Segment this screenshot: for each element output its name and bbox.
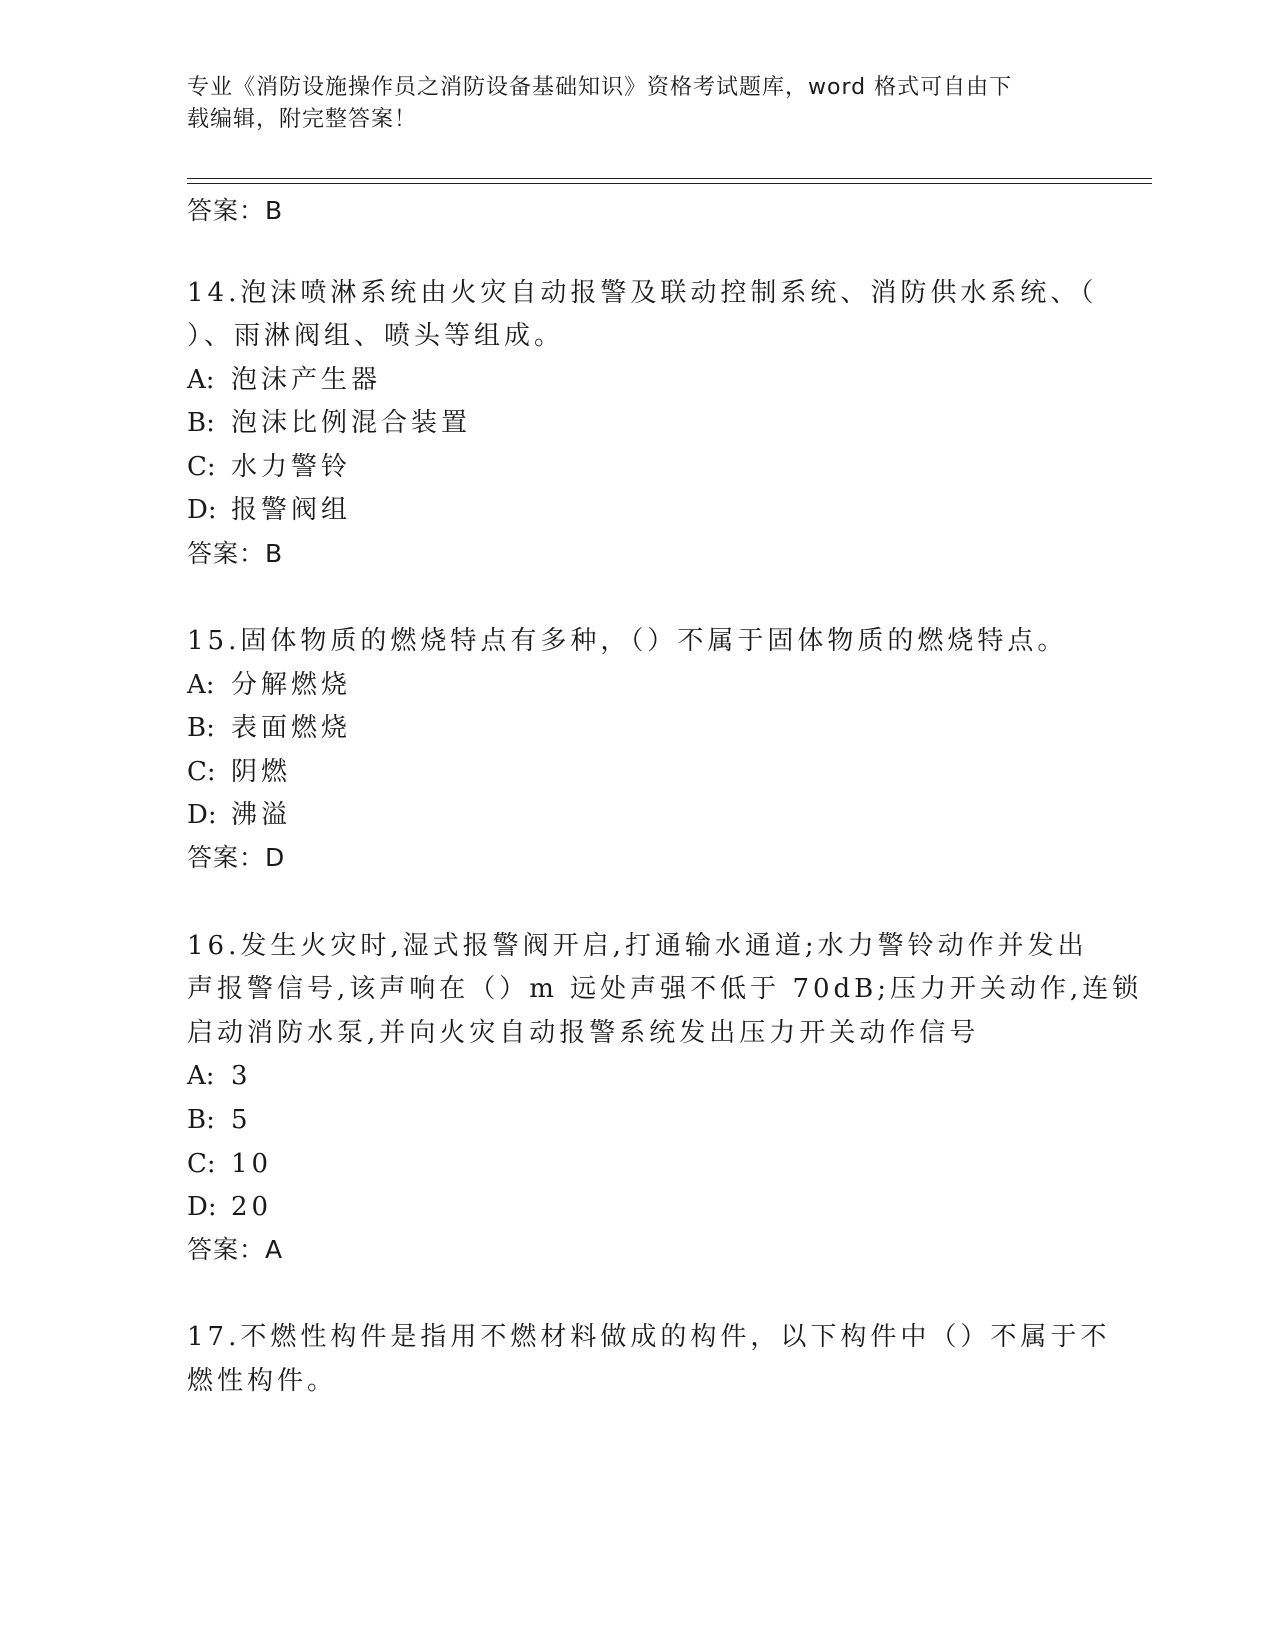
header-divider-bottom <box>187 183 1152 184</box>
header-line-2: 载编辑，附完整答案！ <box>187 107 418 132</box>
question-15-line-1: 15.固体物质的燃烧特点有多种，（）不属于固体物质的燃烧特点。 <box>187 626 1068 656</box>
option-text: 泡沫比例混合装置 <box>231 408 472 438</box>
answer-label: 答案： <box>187 843 266 872</box>
option-text: 分解燃烧 <box>231 670 352 700</box>
question-14-option-b <box>187 407 471 439</box>
option-text: 泡沫产生器 <box>231 365 382 395</box>
option-text: 5 <box>231 1105 252 1135</box>
question-16-option-a <box>187 1060 252 1092</box>
question-16-option-c <box>187 1148 272 1180</box>
answer-value: B <box>265 196 284 225</box>
question-16-line-2: 声报警信号,该声响在（）m 远处声强不低于 70dB;压力开关动作,连锁 <box>187 974 1143 1004</box>
option-letter: A: <box>187 670 215 700</box>
question-15-answer <box>187 843 285 873</box>
question-15-option-a <box>187 669 351 701</box>
option-letter: B: <box>187 713 215 743</box>
header-divider-top <box>187 178 1152 179</box>
question-16-option-b <box>187 1104 252 1136</box>
option-text: 3 <box>231 1061 252 1091</box>
option-text: 表面燃烧 <box>231 713 352 743</box>
option-letter: B: <box>187 1105 215 1135</box>
question-15-option-d <box>187 799 291 831</box>
answer-label: 答案： <box>187 196 266 225</box>
option-letter: D: <box>187 495 217 525</box>
option-text: 20 <box>231 1192 273 1222</box>
question-14-option-c <box>187 451 351 483</box>
question-15-option-c <box>187 756 291 788</box>
option-letter: B: <box>187 408 215 438</box>
option-letter: A: <box>187 365 215 395</box>
question-17-line-1: 17.不燃性构件是指用不燃材料做成的构件，以下构件中（）不属于不 <box>187 1322 1111 1352</box>
option-text: 水力警铃 <box>231 452 352 482</box>
question-14-line-1: 14.泡沫喷淋系统由火灾自动报警及联动控制系统、消防供水系统、（ <box>187 278 1098 308</box>
question-14-option-d <box>187 494 351 526</box>
answer-label: 答案： <box>187 1235 266 1264</box>
answer-line <box>187 196 283 226</box>
question-16-line-3: 启动消防水泵,并向火灾自动报警系统发出压力开关动作信号 <box>187 1018 980 1048</box>
question-16-option-d <box>187 1191 272 1223</box>
answer-label: 答案： <box>187 539 266 568</box>
header-line-1: 专业《消防设施操作员之消防设备基础知识》资格考试题库，word 格式可自由下 <box>187 75 1013 100</box>
option-letter: C: <box>187 1149 216 1179</box>
option-text: 沸溢 <box>231 800 292 830</box>
option-text: 10 <box>231 1149 273 1179</box>
option-letter: D: <box>187 1192 217 1222</box>
question-16-line-1: 16.发生火灾时,湿式报警阀开启,打通输水通道;水力警铃动作并发出 <box>187 931 1088 961</box>
answer-value: B <box>265 539 284 568</box>
option-text: 报警阀组 <box>231 495 352 525</box>
option-letter: D: <box>187 800 217 830</box>
answer-value: D <box>265 843 286 872</box>
question-14-option-a <box>187 364 381 396</box>
option-text: 阴燃 <box>231 757 292 787</box>
question-16-answer <box>187 1235 283 1265</box>
question-14-line-2: ）、雨淋阀组、喷头等组成。 <box>187 321 565 351</box>
option-letter: C: <box>187 757 216 787</box>
document-header <box>187 72 1067 136</box>
answer-value: A <box>265 1235 284 1264</box>
option-letter: A: <box>187 1061 215 1091</box>
question-15-option-b <box>187 712 351 744</box>
question-14-answer <box>187 539 283 569</box>
option-letter: C: <box>187 452 216 482</box>
question-17-line-2: 燃性构件。 <box>187 1366 338 1396</box>
